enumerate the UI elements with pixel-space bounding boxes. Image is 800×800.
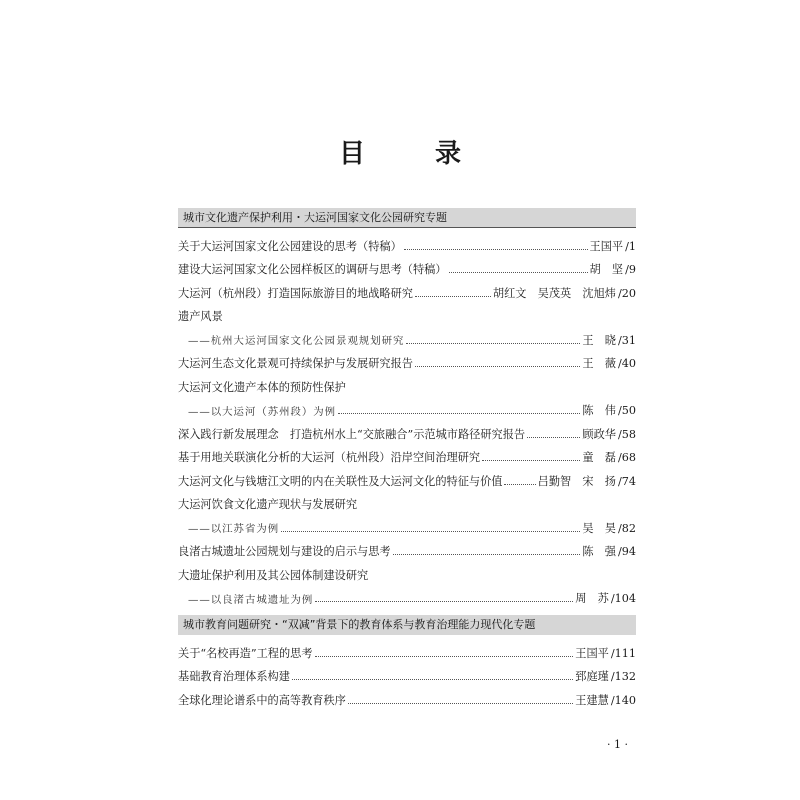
- toc-entry-title: 遗产风景: [178, 310, 223, 324]
- toc-entry-title: 关于大运河国家文化公园建设的思考（特稿）: [178, 239, 402, 253]
- page-number: · 1 ·: [607, 738, 628, 751]
- toc-entry-title: ——杭州大运河国家文化公园景观规划研究: [188, 335, 405, 348]
- toc-entry-author: 王建慧: [575, 693, 609, 707]
- dot-leader: [449, 271, 588, 273]
- toc-entry-page: /58: [617, 427, 636, 441]
- toc-entry-page: /104: [610, 592, 636, 606]
- toc-entry-title: 关于“名校再造”工程的思考: [178, 646, 313, 660]
- toc-entry-author: 王 薇: [582, 357, 616, 371]
- toc-entry-page: /82: [617, 521, 636, 535]
- toc-entry: [178, 665, 636, 689]
- toc-entry-page: /140: [610, 693, 636, 707]
- toc-entry: [178, 305, 636, 329]
- dot-leader: [315, 600, 573, 602]
- toc-list-1: [178, 234, 636, 610]
- toc-entry-title: 大遗址保护利用及其公园体制建设研究: [178, 568, 369, 582]
- toc-entry-author: 陈 伟: [582, 404, 616, 418]
- dot-leader: [404, 248, 588, 250]
- dot-leader: [281, 530, 580, 532]
- toc-entry-title: 全球化理论谱系中的高等教育秩序: [178, 693, 346, 707]
- toc-list-2: [178, 641, 636, 712]
- toc-entry-page: /20: [617, 286, 636, 300]
- toc-entry: [178, 641, 636, 665]
- toc-entry-title: 基础教育治理体系构建: [178, 670, 290, 684]
- dot-leader: [393, 553, 581, 555]
- toc-entry: [178, 375, 636, 399]
- toc-entry: [178, 493, 636, 517]
- toc-entry-page: /111: [610, 646, 636, 660]
- toc-entry-author: 胡红文 吴茂英 沈旭炜: [492, 286, 616, 300]
- toc-entry-title: 建设大运河国家文化公园样板区的调研与思考（特稿）: [178, 263, 447, 277]
- toc-entry-title: 大运河（杭州段）打造国际旅游目的地战略研究: [178, 286, 413, 300]
- toc-entry-author: 顾政华: [582, 427, 616, 441]
- toc-entry-title: 基于用地关联演化分析的大运河（杭州段）沿岸空间治理研究: [178, 451, 481, 465]
- toc-entry-author: 王国平: [575, 646, 609, 660]
- toc-entry: [178, 563, 636, 587]
- section-heading-2: 城市教育问题研究・“双减”背景下的教育体系与教育治理能力现代化专题: [178, 615, 636, 635]
- toc-entry: [178, 587, 636, 611]
- toc-entry-page: /74: [617, 474, 636, 488]
- toc-entry-page: /31: [617, 333, 636, 347]
- toc-entry: [178, 328, 636, 352]
- toc-entry-author: 吕勤智 宋 扬: [537, 474, 616, 488]
- dot-leader: [292, 678, 573, 680]
- toc-entry-page: /1: [625, 239, 636, 253]
- toc-entry-author: 王国平: [589, 239, 624, 253]
- toc-entry: [178, 258, 636, 282]
- dot-leader: [348, 702, 573, 704]
- toc-entry-title: 深入践行新发展理念 打造杭州水上“交旅融合”示范城市路径研究报告: [178, 427, 526, 441]
- toc-entry: [178, 540, 636, 564]
- toc-entry-title: 良渚古城遗址公园规划与建设的启示与思考: [178, 545, 391, 559]
- toc-entry-page: /132: [610, 670, 636, 684]
- toc-entry-title: ——以大运河（苏州段）为例: [188, 405, 337, 418]
- toc-entry: [178, 469, 636, 493]
- toc-entry-page: /40: [617, 357, 636, 371]
- dot-leader: [415, 365, 580, 367]
- toc-entry-title: ——以江苏省为例: [188, 523, 280, 536]
- toc-entry: [178, 516, 636, 540]
- toc-entry: [178, 234, 636, 258]
- toc-entry: [178, 688, 636, 712]
- toc-entry-author: 郅庭瑾: [575, 670, 609, 684]
- dot-leader: [527, 436, 580, 438]
- toc-entry: [178, 446, 636, 470]
- page-title: 目 录: [338, 139, 483, 169]
- toc-entry-page: /9: [625, 263, 636, 277]
- toc-entry: [178, 352, 636, 376]
- toc-entry-title: 大运河饮食文化遗产现状与发展研究: [178, 498, 358, 512]
- toc-entry-author: 陈 强: [582, 545, 616, 559]
- toc-entry-title: 大运河文化与钱塘江文明的内在关联性及大运河文化的特征与价值: [178, 474, 503, 488]
- dot-leader: [338, 412, 580, 414]
- dot-leader: [482, 459, 580, 461]
- section-heading-1: 城市文化遗产保护利用・大运河国家文化公园研究专题: [178, 208, 636, 228]
- dot-leader: [315, 655, 574, 657]
- toc-entry: [178, 422, 636, 446]
- dot-leader: [415, 295, 491, 297]
- toc-entry-author: 胡 坚: [589, 263, 624, 277]
- toc-entry-title: 大运河生态文化景观可持续保护与发展研究报告: [178, 357, 413, 371]
- toc-entry: [178, 281, 636, 305]
- toc-entry-title: ——以良渚古城遗址为例: [188, 593, 314, 606]
- toc-entry-author: 吴 昊: [582, 521, 616, 535]
- toc-entry-author: 王 晓: [582, 333, 616, 347]
- toc-entry-author: 周 苏: [575, 592, 609, 606]
- dot-leader: [406, 342, 580, 344]
- dot-leader: [504, 483, 535, 485]
- toc-entry-page: /68: [617, 451, 636, 465]
- toc-entry-author: 童 磊: [582, 451, 616, 465]
- toc-entry-page: /50: [617, 404, 636, 418]
- toc-entry-page: /94: [617, 545, 636, 559]
- toc-entry: [178, 399, 636, 423]
- toc-entry-title: 大运河文化遗产本体的预防性保护: [178, 380, 346, 394]
